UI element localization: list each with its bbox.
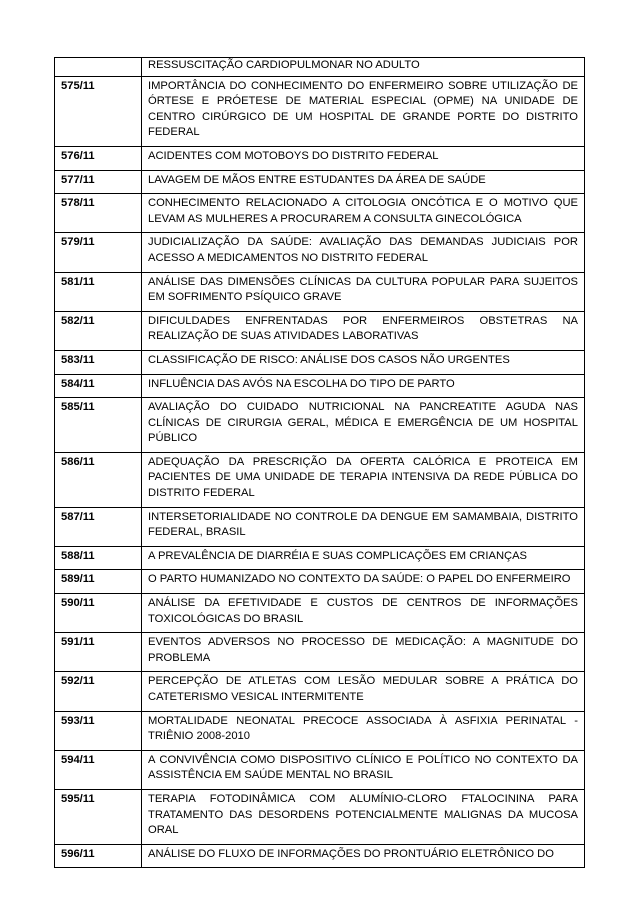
- table-row: [55, 76, 585, 146]
- protocol-code: 579/11: [55, 233, 142, 272]
- protocol-title: A CONVIVÊNCIA COMO DISPOSITIVO CLÍNICO E POLÍTICO NO CONTEXTO DA ASSISTÊNCIA EM SAÚDE MENTAL NO BRASIL: [142, 750, 585, 789]
- protocol-code: 581/11: [55, 272, 142, 311]
- protocol-title: INFLUÊNCIA DAS AVÓS NA ESCOLHA DO TIPO DE PARTO: [142, 374, 585, 398]
- table-row: [55, 311, 585, 350]
- protocol-code: 586/11: [55, 452, 142, 507]
- protocol-title: JUDICIALIZAÇÃO DA SAÚDE: AVALIAÇÃO DAS DEMANDAS JUDICIAIS POR ACESSO A MEDICAMENTOS NO DISTRITO FEDERAL: [142, 233, 585, 272]
- table-row: [55, 350, 585, 374]
- protocol-code: 582/11: [55, 311, 142, 350]
- protocol-code: [55, 58, 142, 77]
- protocol-title: DIFICULDADES ENFRENTADAS POR ENFERMEIROS OBSTETRAS NA REALIZAÇÃO DE SUAS ATIVIDADES LABORATIVAS: [142, 311, 585, 350]
- protocol-title: RESSUSCITAÇÃO CARDIOPULMONAR NO ADULTO: [142, 58, 585, 77]
- table-row: [55, 374, 585, 398]
- table-row: [55, 170, 585, 194]
- table-row: [55, 452, 585, 507]
- protocol-title: IMPORTÂNCIA DO CONHECIMENTO DO ENFERMEIRO SOBRE UTILIZAÇÃO DE ÓRTESE E PRÓETESE DE MATERIAL ESPECIAL (OPME) NA UNIDADE DE CENTRO CIRÚRGICO DE UM HOSPITAL DE GRANDE PORTE DO DISTRITO FEDERAL: [142, 76, 585, 146]
- protocol-code: 596/11: [55, 844, 142, 868]
- protocol-title: ACIDENTES COM MOTOBOYS DO DISTRITO FEDERAL: [142, 146, 585, 170]
- protocol-code: 594/11: [55, 750, 142, 789]
- protocol-code: 577/11: [55, 170, 142, 194]
- table-row: [55, 146, 585, 170]
- protocol-title: LAVAGEM DE MÃOS ENTRE ESTUDANTES DA ÁREA DE SAÚDE: [142, 170, 585, 194]
- protocol-title: ANÁLISE DO FLUXO DE INFORMAÇÕES DO PRONTUÁRIO ELETRÔNICO DO: [142, 844, 585, 868]
- protocol-code: 592/11: [55, 672, 142, 711]
- protocol-title: INTERSETORIALIDADE NO CONTROLE DA DENGUE EM SAMAMBAIA, DISTRITO FEDERAL, BRASIL: [142, 507, 585, 546]
- table-row: [55, 711, 585, 750]
- table-row: [55, 672, 585, 711]
- protocol-code: 578/11: [55, 194, 142, 233]
- protocol-code: 595/11: [55, 789, 142, 844]
- table-row: [55, 398, 585, 453]
- protocol-code: 585/11: [55, 398, 142, 453]
- protocol-code: 575/11: [55, 76, 142, 146]
- protocol-title: AVALIAÇÃO DO CUIDADO NUTRICIONAL NA PANCREATITE AGUDA NAS CLÍNICAS DE CIRURGIA GERAL, MÉDICA E EMERGÊNCIA DE UM HOSPITAL PÚBLICO: [142, 398, 585, 453]
- protocol-title: CONHECIMENTO RELACIONADO A CITOLOGIA ONCÓTICA E O MOTIVO QUE LEVAM AS MULHERES A PROCURAREM A CONSULTA GINECOLÓGICA: [142, 194, 585, 233]
- table-row: [55, 633, 585, 672]
- protocol-title: TERAPIA FOTODINÂMICA COM ALUMÍNIO-CLORO FTALOCININA PARA TRATAMENTO DAS DESORDENS POTENCIALMENTE MALIGNAS DA MUCOSA ORAL: [142, 789, 585, 844]
- protocol-title: ANÁLISE DA EFETIVIDADE E CUSTOS DE CENTROS DE INFORMAÇÕES TOXICOLÓGICAS DO BRASIL: [142, 594, 585, 633]
- protocol-code: 591/11: [55, 633, 142, 672]
- protocol-title: O PARTO HUMANIZADO NO CONTEXTO DA SAÚDE: O PAPEL DO ENFERMEIRO: [142, 570, 585, 594]
- table-row: [55, 233, 585, 272]
- protocol-title: MORTALIDADE NEONATAL PRECOCE ASSOCIADA À ASFIXIA PERINATAL - TRIÊNIO 2008-2010: [142, 711, 585, 750]
- protocol-code: 576/11: [55, 146, 142, 170]
- protocol-title: PERCEPÇÃO DE ATLETAS COM LESÃO MEDULAR SOBRE A PRÁTICA DO CATETERISMO VESICAL INTERMITENTE: [142, 672, 585, 711]
- protocol-title: EVENTOS ADVERSOS NO PROCESSO DE MEDICAÇÃO: A MAGNITUDE DO PROBLEMA: [142, 633, 585, 672]
- table-row: [55, 570, 585, 594]
- protocol-code: 584/11: [55, 374, 142, 398]
- protocol-title: ADEQUAÇÃO DA PRESCRIÇÃO DA OFERTA CALÓRICA E PROTEICA EM PACIENTES DE UMA UNIDADE DE TERAPIA INTENSIVA DA REDE PÚBLICA DO DISTRITO FEDERAL: [142, 452, 585, 507]
- table-row: [55, 844, 585, 868]
- protocol-code: 583/11: [55, 350, 142, 374]
- table-row: [55, 594, 585, 633]
- table-row: [55, 546, 585, 570]
- table-row: [55, 58, 585, 77]
- protocol-title: A PREVALÊNCIA DE DIARRÉIA E SUAS COMPLICAÇÕES EM CRIANÇAS: [142, 546, 585, 570]
- protocol-code: 590/11: [55, 594, 142, 633]
- table-row: [55, 750, 585, 789]
- table-row: [55, 272, 585, 311]
- protocol-code: 588/11: [55, 546, 142, 570]
- protocol-code: 589/11: [55, 570, 142, 594]
- protocol-code: 593/11: [55, 711, 142, 750]
- protocol-table: [54, 57, 585, 868]
- protocol-code: 587/11: [55, 507, 142, 546]
- protocol-title: CLASSIFICAÇÃO DE RISCO: ANÁLISE DOS CASOS NÃO URGENTES: [142, 350, 585, 374]
- table-row: [55, 194, 585, 233]
- protocol-table-body: [55, 58, 585, 868]
- protocol-title: ANÁLISE DAS DIMENSÕES CLÍNICAS DA CULTURA POPULAR PARA SUJEITOS EM SOFRIMENTO PSÍQUICO GRAVE: [142, 272, 585, 311]
- table-row: [55, 789, 585, 844]
- table-row: [55, 507, 585, 546]
